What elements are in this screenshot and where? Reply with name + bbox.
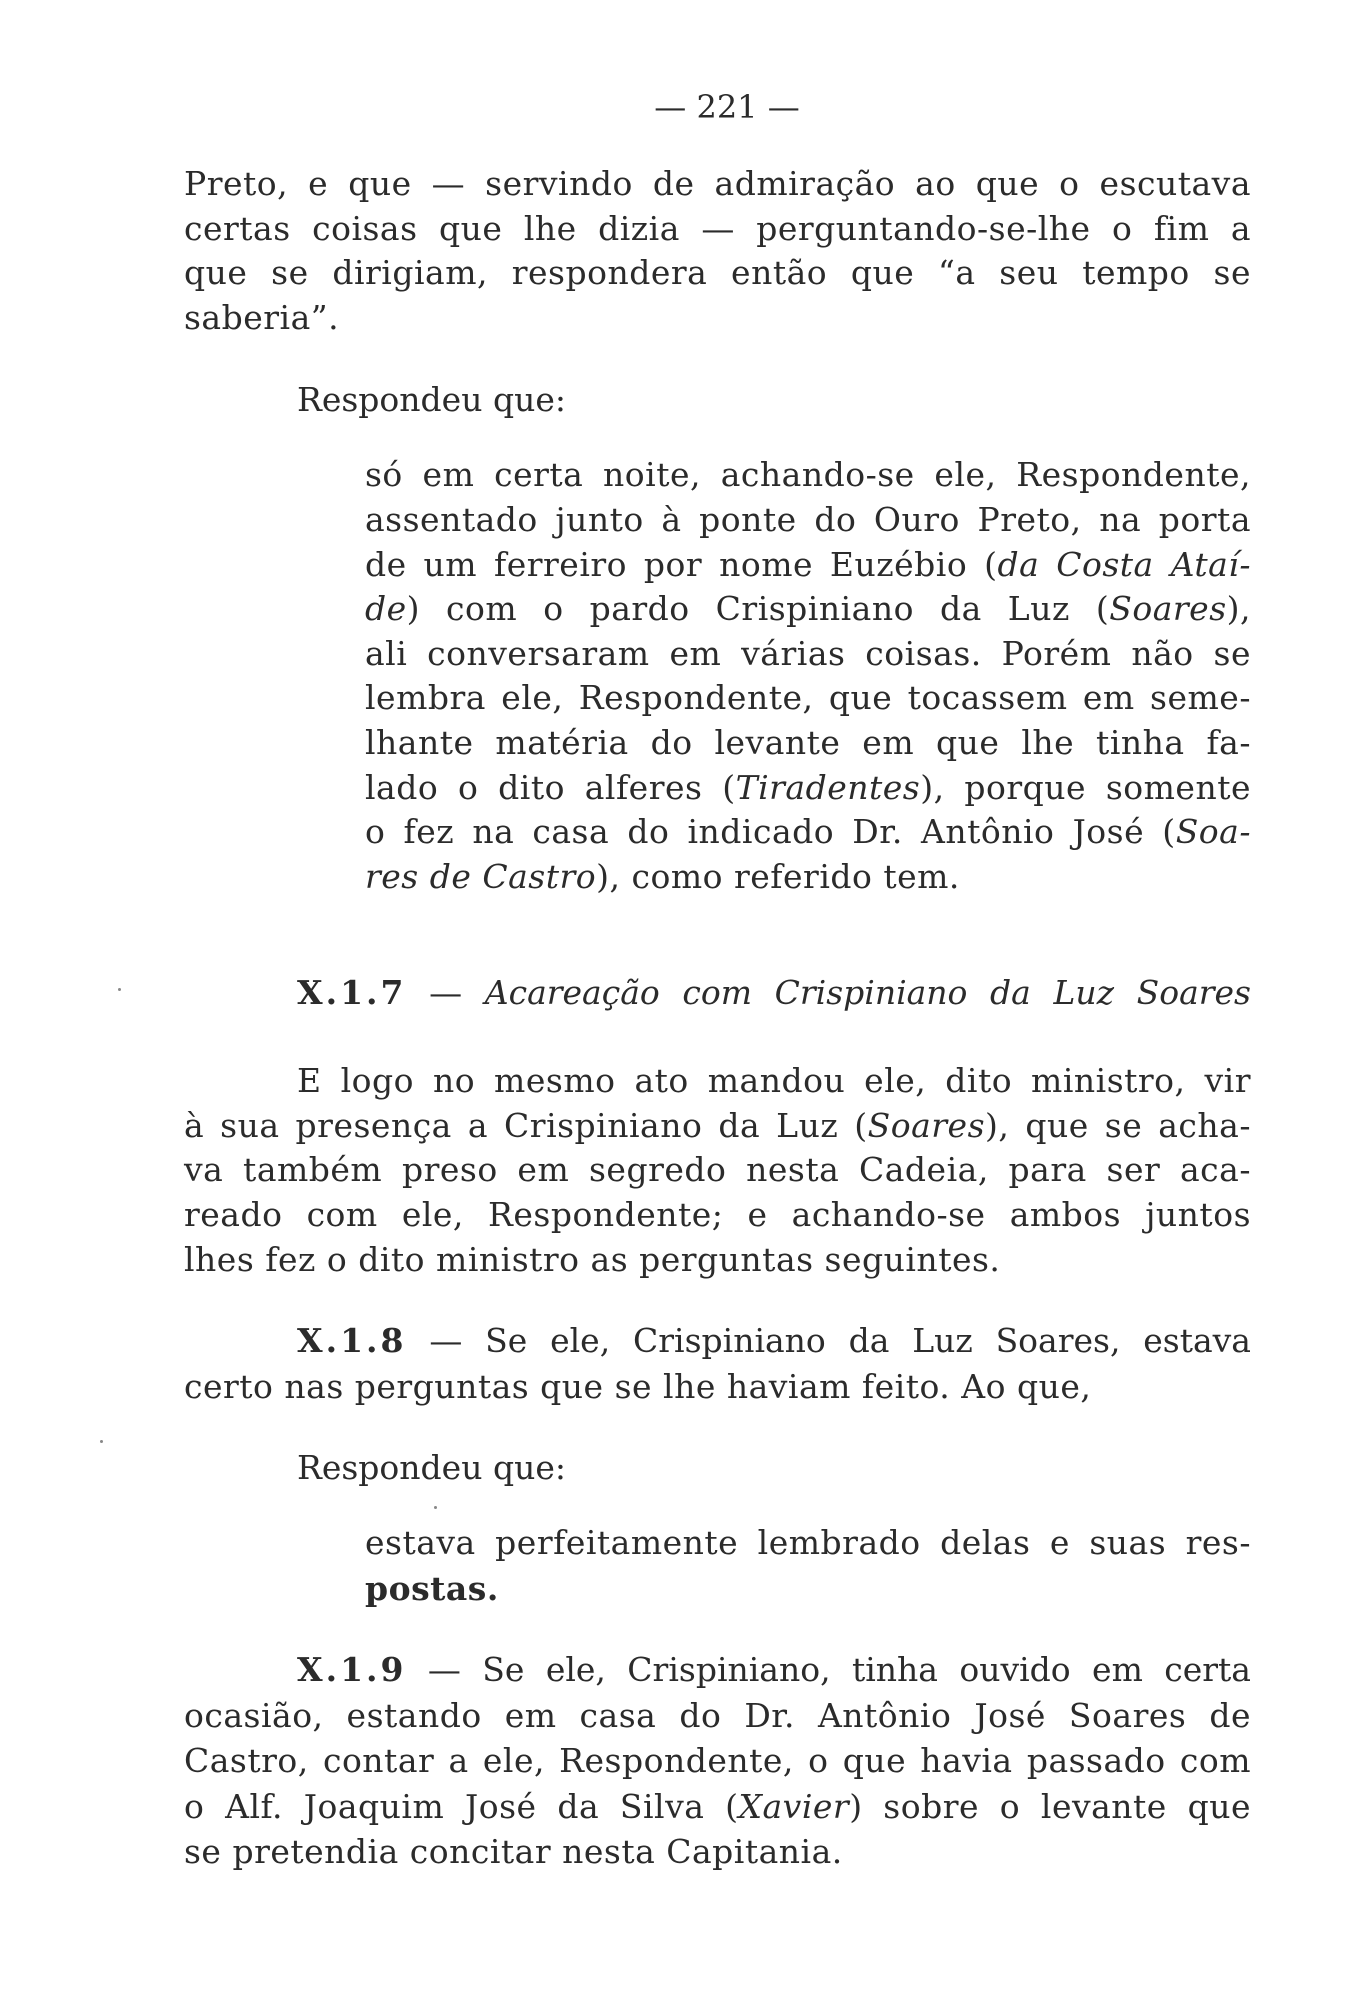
text-line <box>365 634 1251 674</box>
text-line <box>365 723 1251 763</box>
text-span: ), como referido tem. <box>596 857 960 896</box>
text-line <box>184 1696 1251 1736</box>
text-line <box>184 1741 1251 1781</box>
text-line: saberia”. <box>184 298 340 337</box>
text-line <box>365 768 1251 808</box>
text-span: ), <box>1226 589 1251 628</box>
text-span: reado com ele, Respondente; e achando-se ambos juntos <box>184 1195 1251 1234</box>
text-span: E logo no mesmo ato mandou ele, dito ministro, vir <box>297 1061 1251 1100</box>
text-span: à sua presença a Crispiniano da Luz ( <box>184 1106 868 1145</box>
text-span: lhes fez o dito ministro as perguntas seguintes. <box>184 1240 1001 1279</box>
text-line <box>184 1150 1251 1190</box>
text-span: ocasião, estando em casa do Dr. Antônio José Soares de <box>184 1696 1251 1735</box>
print-speck <box>100 1440 103 1443</box>
text-span: ) sobre o levante que <box>849 1787 1251 1826</box>
print-speck <box>118 988 121 991</box>
text-span: lhante matéria do levante em que lhe tinha fa- <box>365 723 1251 762</box>
section-number: X.1.8 <box>297 1321 407 1360</box>
text-span: ali conversaram em várias coisas. Porém não se <box>365 634 1251 673</box>
text-line <box>365 545 1251 585</box>
text-line: certas coisas que lhe dizia — perguntando-se-lhe o fim a <box>184 209 1251 248</box>
text-span: lado o dito alferes ( <box>365 768 736 807</box>
text-line <box>184 1106 1251 1146</box>
text-span: ) com o pardo Crispiniano da Luz ( <box>406 589 1110 628</box>
text-line <box>184 1787 1251 1827</box>
text-line <box>365 857 1251 897</box>
text-line: postas. <box>365 1569 499 1608</box>
text-span: ), porque somente <box>920 768 1251 807</box>
text-span: só em certa noite, achando-se ele, Respondente, <box>365 455 1251 494</box>
text-line <box>297 1321 1251 1361</box>
text-span: va também preso em segredo nesta Cadeia, para ser aca- <box>184 1150 1251 1189</box>
page-number: — 221 — <box>654 88 800 126</box>
section-number: X.1.7 <box>297 973 407 1012</box>
text-line <box>184 1832 1251 1872</box>
text-line <box>184 1240 1251 1280</box>
respondeu-label: Respondeu que: <box>297 380 566 419</box>
text-span: — Se ele, Crispiniano, tinha ouvido em certa <box>427 1650 1251 1689</box>
section-number: X.1.9 <box>297 1650 407 1689</box>
italic-span: de <box>365 589 407 628</box>
text-span: o fez na casa do indicado Dr. Antônio José ( <box>365 812 1176 851</box>
italic-span: Xavier <box>738 1787 850 1826</box>
text-span: Castro, contar a ele, Respondente, o que havia passado com <box>184 1741 1251 1780</box>
text-line <box>297 1061 1251 1101</box>
text-line: que se dirigiam, respondera então que “a seu tempo se <box>184 253 1251 292</box>
italic-span: res de Castro <box>365 857 597 896</box>
text-line <box>297 1650 1251 1690</box>
section-title: Acareação com Crispiniano da Luz Soares <box>484 973 1251 1012</box>
section-heading-x17 <box>297 973 1251 1013</box>
text-line: certo nas perguntas que se lhe haviam feito. Ao que, <box>184 1367 1092 1406</box>
text-span: lembra ele, Respondente, que tocassem em seme- <box>365 678 1251 717</box>
print-speck <box>434 1506 437 1509</box>
text-span: de um ferreiro por nome Euzébio ( <box>365 545 998 584</box>
text-span: assentado junto à ponte do Ouro Preto, na porta <box>365 500 1251 539</box>
text-line <box>365 589 1251 629</box>
italic-span: Soares <box>1109 589 1227 628</box>
text-span: ), que se acha- <box>985 1106 1251 1145</box>
text-line <box>365 455 1251 495</box>
text-line <box>365 812 1251 852</box>
italic-span: Soares <box>867 1106 985 1145</box>
text-span: o Alf. Joaquim José da Silva ( <box>184 1787 739 1826</box>
text-span: se pretendia concitar nesta Capitania. <box>184 1832 843 1871</box>
em-dash: — <box>429 973 463 1012</box>
text-line: Preto, e que — servindo de admiração ao que o escutava <box>184 164 1251 203</box>
text-line <box>184 1195 1251 1235</box>
respondeu-label: Respondeu que: <box>297 1448 566 1487</box>
text-span: — Se ele, Crispiniano da Luz Soares, estava <box>429 1321 1251 1360</box>
text-line <box>365 678 1251 718</box>
italic-span: Tiradentes <box>735 768 921 807</box>
text-line <box>365 500 1251 540</box>
italic-span: Soa- <box>1175 812 1251 851</box>
text-line: estava perfeitamente lembrado delas e suas res- <box>365 1523 1251 1562</box>
italic-span: da Costa Ataí- <box>997 545 1251 584</box>
